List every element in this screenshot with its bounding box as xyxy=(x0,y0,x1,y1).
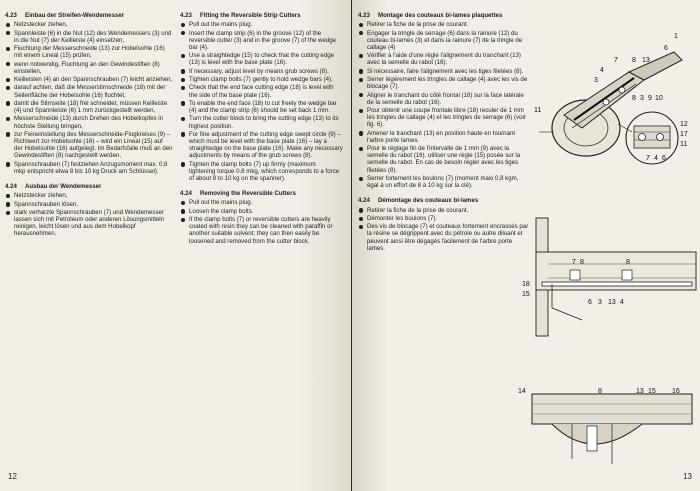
figure-label: 13 xyxy=(608,299,616,306)
english-removal-steps xyxy=(180,199,343,244)
list-item: To enable the end face (18) to cut freely the wedge bar (4) and the clamp strip (6) should be set back 1 mm. xyxy=(180,100,343,114)
figure-label: 11 xyxy=(534,107,542,114)
german-fitting-steps xyxy=(5,21,173,175)
french-column xyxy=(358,12,530,253)
figure-label: 8 xyxy=(598,388,602,395)
list-item: Retirer la fiche de la prise de courant. xyxy=(358,21,530,28)
list-item: Vérifier à l'aide d'une règle l'alignement du tranchant (13) avec la semelle du rabot (16). xyxy=(358,52,530,66)
cutter-block-figure xyxy=(534,20,697,170)
figure-label: 8 xyxy=(626,259,630,266)
figure-label: 3 xyxy=(594,77,598,84)
list-item: Retirer la fiche de la prise de courant. xyxy=(358,207,530,214)
page-number-right: 13 xyxy=(683,472,692,481)
list-item: Tighten clamp bolts (7) gently to hold wedge bars (4). xyxy=(180,76,343,83)
figure-label: 15 xyxy=(522,291,530,298)
german-column xyxy=(5,12,173,239)
figure-label: 8 xyxy=(580,259,584,266)
base-plate-figure xyxy=(522,212,697,342)
list-item: Serrer légèrement les tringles de callage (4) avec les vis de blocage (7). xyxy=(358,76,530,90)
list-item: Spannschrauben lösen, xyxy=(5,201,173,208)
figure-label: 13 xyxy=(636,388,644,395)
list-item: darauf achten, daß die Messerstirnschneide (18) mit der Seitenfläche der Hobelsohle (16) fluchtet, xyxy=(5,84,173,98)
list-item: Spannschrauben (7) festziehen Anzugsmoment max. 0,8 mkp entspricht etwa 8 bis 10 kg Druck am Schlüssel). xyxy=(5,161,173,175)
page-number-left: 12 xyxy=(8,472,17,481)
figure-label: 7 xyxy=(572,259,576,266)
list-item: Netzstecker ziehen, xyxy=(5,21,173,28)
right-page xyxy=(352,0,700,491)
figure-label: 3 xyxy=(598,299,602,306)
french-section-title-fitting: 4.23 Montage des couteaux bi-lames plaquettes xyxy=(358,12,503,19)
figure-label: 14 xyxy=(518,388,526,395)
list-item: Pull out the mains plug. xyxy=(180,199,343,206)
figure-label: 1 xyxy=(674,33,678,40)
figure-label: 16 xyxy=(672,388,680,395)
list-item: stark verharzte Spannschrauben (7) und Wendemesser lassen sich mit Petroleum oder anderen Lösungsmitteln reinigen, leicht lösen und aus dem Hobelkopf herausnehmen. xyxy=(5,209,173,238)
list-item: Fluchtung der Messerschneide (13) zur Hobelsohle (16) mit einem Lineal (15) prüfen, xyxy=(5,45,173,59)
list-item: Messerschneide (13) durch Drehen des Hobelkopfes in höchste Stellung bringen, xyxy=(5,115,173,129)
figure-label: 6 xyxy=(662,155,666,162)
list-item: Engager la tringle de serrage (6) dans la rainure (12) du couteau bi-lames (3) et dans la rainure (7) de la tringle de callage (4) xyxy=(358,30,530,51)
list-item: Loosen the clamp bolts. xyxy=(180,208,343,215)
figure-label: 6 xyxy=(664,45,668,52)
list-item: Amener le tranchant (13) en position haute en tournant l'arbre porte lames. xyxy=(358,130,530,144)
list-item: Des vis de blocage (7) et couteaux fortement encrassés par la résine se dégrippent avec du pétrole ou autre diluant et peuvent ainsi être dégagés facilement de l'arbre porte lames. xyxy=(358,223,530,252)
figure-label: 12 xyxy=(680,121,688,128)
cross-section-figure xyxy=(518,384,697,474)
figure-label: 7 xyxy=(614,57,618,64)
list-item: Check that the end face cutting edge (18) is level with the side of the base plate (16). xyxy=(180,84,343,98)
figure-label: 8 xyxy=(632,57,636,64)
figure-label: 4 xyxy=(600,67,604,74)
list-item: Use a straightedge (15) to check that the cutting edge (13) is level with the base plate (16). xyxy=(180,52,343,66)
figure-label: 10 xyxy=(655,95,663,102)
german-section-title-removal: 4.24 Ausbau der Wendemesser xyxy=(5,183,102,191)
figure-label: 7 xyxy=(646,155,650,162)
list-item: Pour le réglage fin de l'intervalle de 1 mm (9) avec la semelle du rabot (16), utiliser une règle (15) posée sur la semelle du rabot. En cas de besoin régler avec les tiges filetées (8). xyxy=(358,145,530,174)
english-fitting-steps xyxy=(180,21,343,182)
list-item: Pour obtenir une coupe frontale libre (18) reculer de 1 mm les tringles de callage (4) et les tringles de serrage (6) (voir fig. 6). xyxy=(358,107,530,128)
list-item: Tighten the clamp bolts (7) up firmly (maximum tightening torque 0.8 mkg, which corresponds to a force of about 8 to 10 kg on the spanner). xyxy=(180,161,343,182)
list-item: Aligner le tranchant du côté frontal (18) sur la face latérale de la semelle du rabot (16). xyxy=(358,92,530,106)
figure-label: 6 xyxy=(588,299,592,306)
figure-label: 11 xyxy=(680,141,688,148)
list-item: For fine adjustment of the cutting edge swept circle (9) – which must be level with the base plate (16) – lay a straightedge on the base plate (16). Make any necessary adjustments by means of the grub screws (8). xyxy=(180,131,343,160)
list-item: Si nécessaire, faire l'alignement avec les tiges filetées (8). xyxy=(358,68,530,75)
list-item: Keilleisten (4) an den Spannschrauben (7) leicht anziehen, xyxy=(5,76,173,83)
figure-label: 9 xyxy=(648,95,652,102)
german-section-title-fitting: 4.23 Einbau der Streifen-Wendemesser xyxy=(5,12,125,19)
list-item: If the clamp bolts (7) or reversible cutters are heavily coated with resin they can be cleaned with paraffin or another suitable solvent; they can then easily be loosened and removed from the cutter block. xyxy=(180,216,343,245)
figure-label: 8 xyxy=(632,95,636,102)
figure-label: 4 xyxy=(654,155,658,162)
list-item: zur Feineinstellung des Messerschneide-Flugkreises (9) – Richtwert zur Hobelsohle (16) – wird ein Lineal (15) auf der Hobelsohle (16) aufgelegt. Im Bedarfsfalle muß an den Gewindestiften (8) nachgestellt werden, xyxy=(5,131,173,160)
list-item: wenn notwendig, Fluchtung an den Gewindestiften (8) einstellen, xyxy=(5,61,173,75)
figure-label: 4 xyxy=(620,299,624,306)
figure-label: 17 xyxy=(680,131,688,138)
figure-label: 13 xyxy=(642,57,650,64)
figure-label: 3 xyxy=(640,95,644,102)
list-item: Turn the cutter block to bring the cutting edge (13) to its highest position. xyxy=(180,115,343,129)
figure-label: 15 xyxy=(648,388,656,395)
list-item: Netzstecker ziehen, xyxy=(5,192,173,199)
english-section-title-fitting: 4.23 Fitting the Reversible Strip Cutters xyxy=(180,12,301,19)
german-removal-steps xyxy=(5,192,173,237)
list-item: Pull out the mains plug. xyxy=(180,21,343,28)
english-section-title-removal: 4.24 Removing the Reversible Cutters xyxy=(180,190,296,198)
list-item: Serrer fortement les boulons (7) (moment maxi 0,8 kgm, égal à un effort de 8 à 10 kg sur la clé). xyxy=(358,175,530,189)
figure-label: 18 xyxy=(522,281,530,288)
french-section-title-removal: 4.24 Démontage des couteaux bi-lames xyxy=(358,197,479,205)
list-item: Spannleiste (6) in die Nut (12) des Wendemessers (3) und in die Nut (7) der Keilleiste (4) einsetzen, xyxy=(5,30,173,44)
list-item: Démonter les boulons (7). xyxy=(358,215,530,222)
list-item: damit die Stirnseite (18) frei schneidet, müssen Keilleiste (4) und Spannleiste (6) 1 mm zurückgestellt werden, xyxy=(5,100,173,114)
list-item: If necessary, adjust level by means grub screws (8). xyxy=(180,68,343,75)
french-removal-steps xyxy=(358,207,530,252)
french-fitting-steps xyxy=(358,21,530,189)
list-item: Insert the clamp strip (6) in the groove (12) of the reversible cutter (3) and in the groove (7) of the wedge bar (4). xyxy=(180,30,343,51)
english-column xyxy=(180,12,343,246)
